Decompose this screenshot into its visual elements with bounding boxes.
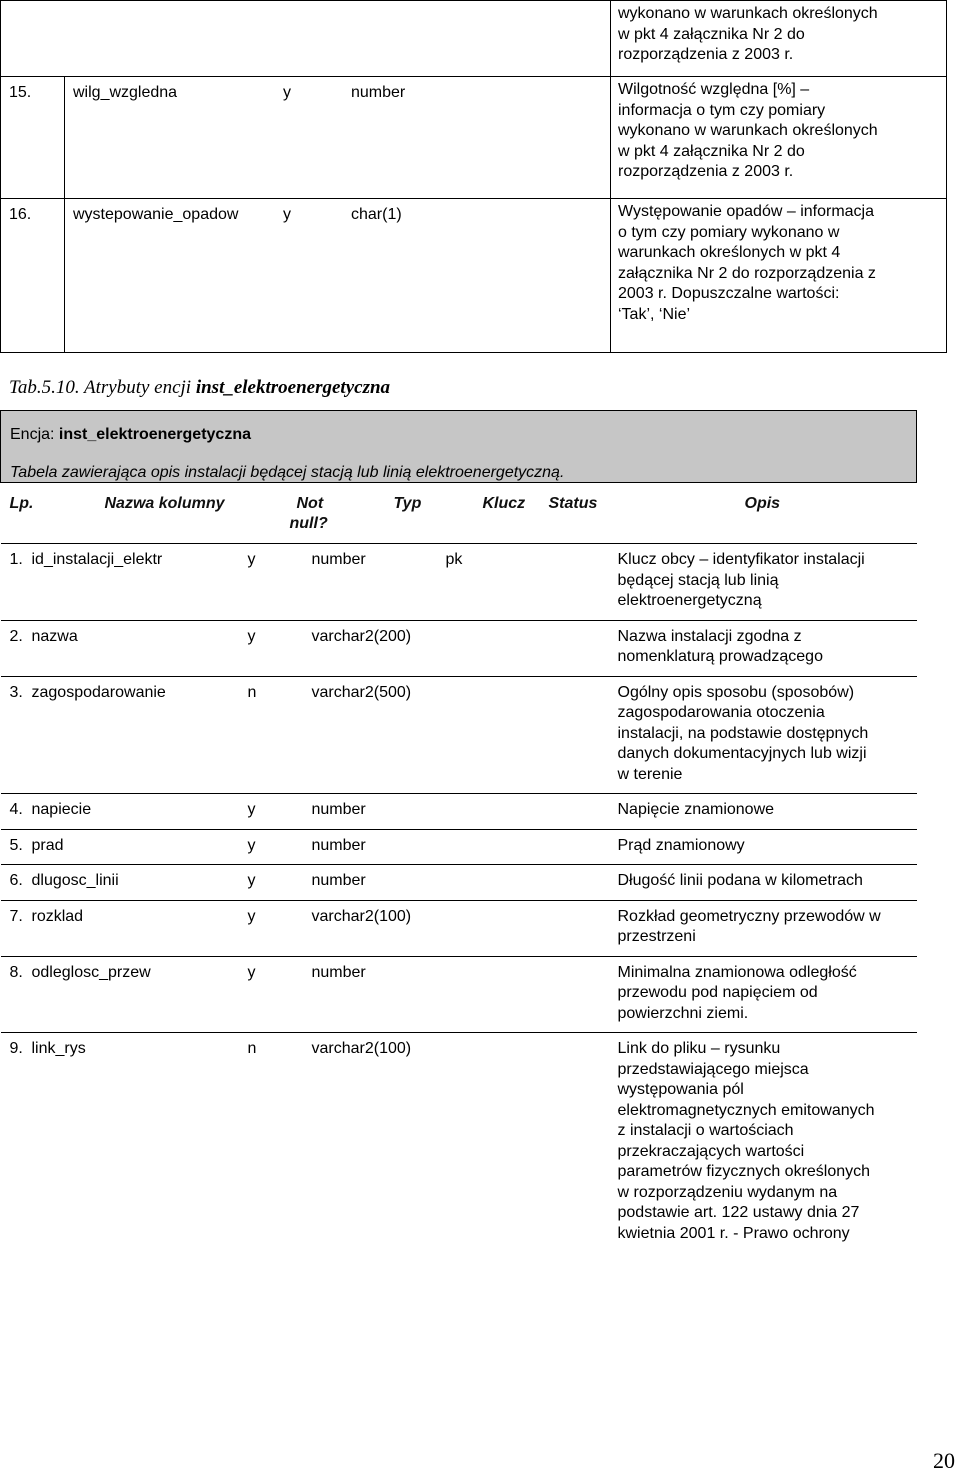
column-name: prad [31,836,64,854]
table-row [1,829,917,865]
opis-line: Długość linii podana w kilometrach [617,872,863,889]
not-null-flag: y [247,551,256,568]
column-header-name: Nazwa kolumny [104,495,225,512]
table-caption [9,377,390,399]
row-fields [10,963,611,984]
not-null-flag: n [247,683,257,701]
row-lp: 7. [9,907,23,925]
row-opis-cell [611,77,947,199]
opis-line: Prąd znamionowy [617,836,745,854]
row-lp-cell [1,199,65,353]
key-flag [446,1039,546,1060]
opis-line: danych dokumentacyjnych lub wizji [617,745,867,762]
key-flag [446,907,546,928]
data-type: number [311,551,366,568]
not-null-flag: y [247,836,256,854]
data-type: number [311,801,366,818]
not-null-flag: y [247,872,256,889]
opis-line: będącej stacją lub linią [617,571,779,589]
column-header-opis: Opis [744,495,781,512]
row-lp: 5. [9,836,23,854]
opis-line: Rozkład geometryczny przewodów w [617,907,881,925]
row-fields [10,683,611,704]
not-null-flag: y [283,206,291,223]
opis-line: informacja o tym czy pomiary [618,101,826,119]
opis-line: nomenklaturą prowadzącego [617,648,823,665]
data-type: number [311,836,366,854]
row-opis-cell [611,676,917,794]
key-flag [446,871,546,892]
data-type: char(1) [351,206,402,223]
opis-line: zagospodarowania otoczenia [617,704,825,721]
opis-line: w pkt 4 załącznika Nr 2 do [618,25,805,43]
row-opis-cell [611,794,917,830]
opis-line: rozporządzenia z 2003 r. [618,46,794,63]
row-fields-cell [1,829,611,865]
key-flag: pk [445,551,463,568]
entity-attributes-table [0,410,917,1252]
opis-line: przewodu pod napięciem od [617,984,818,1001]
opis-line: rozporządzenia z 2003 r. [618,163,794,180]
opis-line: przestrzeni [617,928,696,945]
opis-line: ‘Tak’, ‘Nie’ [618,305,691,323]
opis-line: Link do pliku – rysunku [617,1040,781,1057]
row-opis-cell [611,199,947,353]
continuation-row [1,1,947,77]
column-name: link_rys [31,1040,86,1057]
not-null-flag: n [247,1040,257,1057]
entity-header-row [1,411,917,483]
table-row [1,1033,917,1253]
entity-name: inst_elektroenergetyczna [58,426,251,443]
column-name: dlugosc_linii [31,872,119,889]
row-fields-cell [65,1,611,77]
page-number: 20 [933,1448,955,1473]
data-type: number [311,963,366,981]
opis-line: wykonano w warunkach określonych [618,122,878,139]
caption-prefix: Tab.5.10. Atrybuty encji [9,377,196,398]
opis-line: 2003 r. Dopuszczalne wartości: [618,285,840,302]
column-name: zagospodarowanie [31,683,166,701]
row-fields-cell [1,620,611,676]
column-name: wilg_wzgledna [73,84,178,101]
row-fields-cell [1,900,611,956]
not-null-flag: y [247,963,256,981]
table-row [1,956,917,1033]
row-fields-cell [1,1033,611,1253]
table-row [1,900,917,956]
data-type: varchar2(100) [311,1040,412,1057]
opis-line: kwietnia 2001 r. - Prawo ochrony [617,1224,850,1242]
row-lp: 2. [9,627,23,645]
table-row [1,794,917,830]
opis-line: powierzchni ziemi. [617,1004,749,1022]
row-fields [10,550,611,571]
opis-line: elektroenergetyczną [617,592,762,609]
data-type: number [311,872,366,889]
table-row [1,865,917,901]
key-flag [446,963,546,984]
opis-line: załącznika Nr 2 do rozporządzenia z [618,264,876,282]
continuation-row [1,199,947,353]
opis-line: instalacji, na podstawie dostępnych [617,724,869,742]
row-lp: 9. [9,1040,23,1057]
row-fields [10,800,611,821]
opis-line: w rozporządzeniu wydanym na [617,1183,838,1201]
not-null-flag: y [247,801,256,818]
opis-line: przedstawiającego miejsca [617,1060,809,1078]
data-type: varchar2(100) [311,907,412,925]
row-lp: 1. [9,551,23,568]
opis-line: parametrów fizycznych określonych [617,1163,871,1180]
row-lp: 3. [9,683,23,701]
row-fields [10,1039,611,1060]
row-fields [73,83,610,104]
row-fields-cell [1,865,611,901]
row-lp: 6. [9,872,23,889]
opis-line: elektromagnetycznych emitowanych [617,1101,875,1119]
row-opis-cell [611,1,947,77]
row-fields-cell [65,199,611,353]
column-name: wystepowanie_opadow [73,206,239,223]
opis-line: Minimalna znamionowa odległość [617,963,857,981]
column-header-klucz: Klucz [482,495,526,512]
entity-title [10,425,907,446]
row-opis-cell [611,900,917,956]
table-row [1,620,917,676]
opis-line: Występowanie opadów – informacja [618,203,874,220]
continuation-row [1,77,947,199]
not-null-flag: y [283,84,291,101]
row-fields-cell [65,77,611,199]
column-name: napiecie [31,801,92,818]
opis-line: Nazwa instalacji zgodna z [617,627,802,645]
column-header-notnull-2: null? [289,515,328,532]
row-fields [73,205,610,226]
entity-description: Tabela zawierająca opis instalacji będącej stacją lub linią elektroenergetyczną. [10,463,565,481]
data-type: varchar2(500) [311,683,412,701]
row-lp: 4. [9,801,23,818]
opis-line: o tym czy pomiary wykonano w [618,223,840,241]
column-header-status: Status [548,495,598,512]
column-name: rozklad [31,907,84,925]
row-fields [10,627,611,648]
table-row [1,676,917,794]
row-opis-cell [611,956,917,1033]
row-opis-cell [611,829,917,865]
row-fields-cell [1,956,611,1033]
opis-line: w pkt 4 załącznika Nr 2 do [618,142,805,160]
row-fields [10,871,611,892]
opis-line: podstawie art. 122 ustawy dnia 27 [617,1204,860,1221]
row-fields [10,836,611,857]
opis-line: Napięcie znamionowe [617,801,775,818]
opis-line: występowania pól [617,1081,744,1098]
row-fields [10,907,611,928]
opis-line: Klucz obcy – identyfikator instalacji [617,551,865,568]
table-row [1,544,917,621]
row-opis-cell [611,620,917,676]
row-lp: 16. [9,206,32,223]
key-flag [446,683,546,704]
data-type: number [351,84,406,101]
opis-line: w terenie [617,765,683,783]
not-null-flag: y [247,907,256,925]
continuation-table [0,0,947,353]
entity-label: Encja: [10,426,59,443]
column-name: odleglosc_przew [31,963,151,981]
opis-line: Ogólny opis sposobu (sposobów) [617,683,855,701]
row-fields-cell [1,544,611,621]
row-lp: 8. [9,963,23,981]
opis-line: warunkach określonych w pkt 4 [618,244,841,261]
row-fields-cell [1,794,611,830]
not-null-flag: y [247,627,256,645]
column-header-typ: Typ [393,495,422,512]
row-opis-cell [611,865,917,901]
row-lp-cell [1,77,65,199]
row-opis-cell [611,544,917,621]
column-name: nazwa [31,627,78,645]
column-header-row [1,483,917,544]
row-lp-cell [1,1,65,77]
opis-line: wykonano w warunkach określonych [618,5,878,22]
key-flag [446,800,546,821]
column-header-notnull-1: Not [296,495,324,512]
row-opis-cell [611,1033,917,1253]
row-lp: 15. [9,84,32,101]
column-header-lp: Lp. [9,495,34,512]
row-fields-cell [1,676,611,794]
opis-line: przekraczających wartości [617,1142,805,1160]
key-flag [446,836,546,857]
key-flag [446,627,546,648]
opis-line: z instalacji o wartościach [617,1122,794,1139]
data-type: varchar2(200) [311,627,412,645]
opis-line: Wilgotność względna [%] – [618,81,810,98]
column-name: id_instalacji_elektr [31,551,163,568]
caption-entity-name: inst_elektroenergetyczna [195,377,391,398]
